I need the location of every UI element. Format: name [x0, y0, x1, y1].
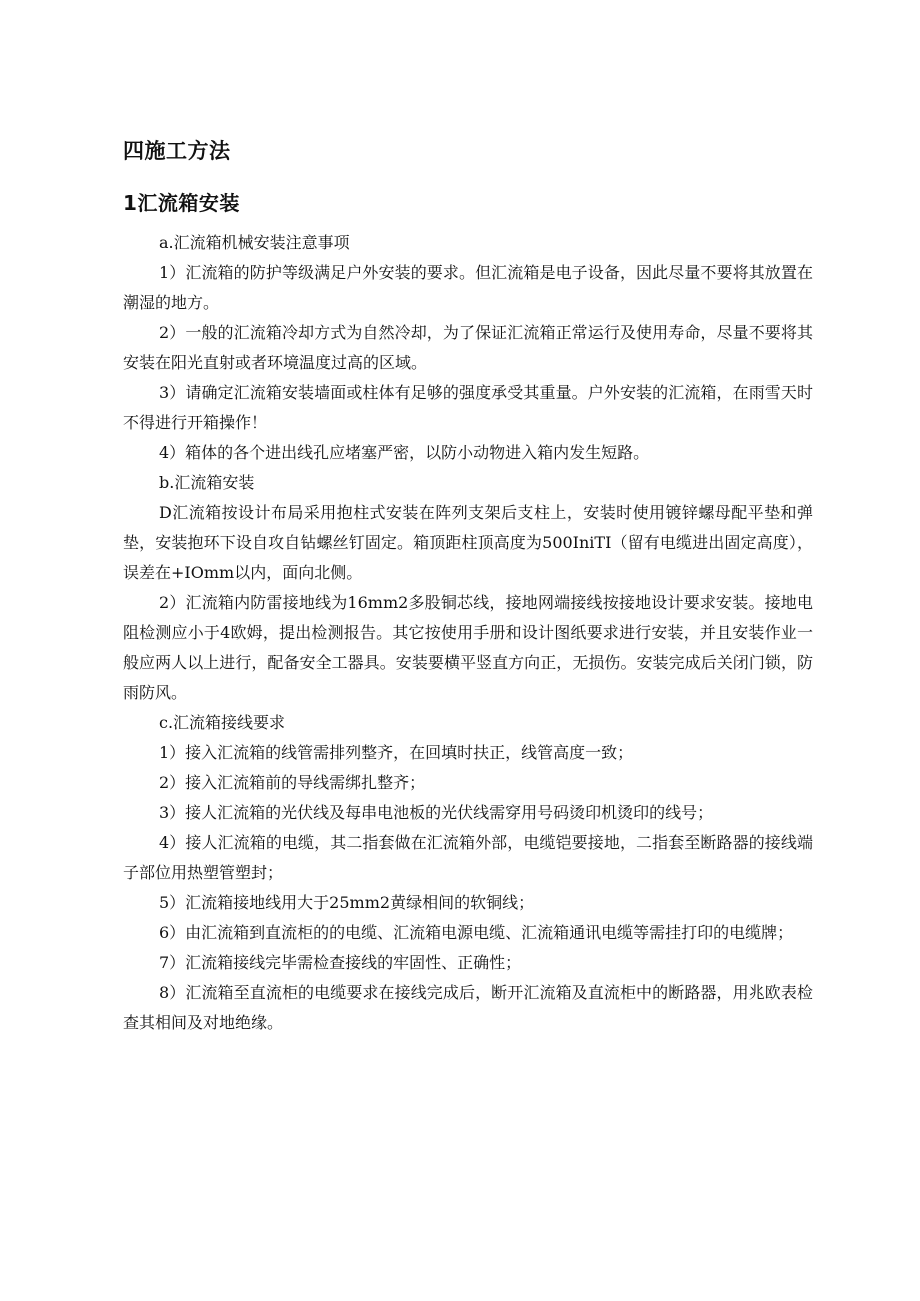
paragraph-c1: 1）接入汇流箱的线管需排列整齐，在回填时扶正，线管高度一致；	[159, 743, 634, 762]
paragraph-c2: 2）接入汇流箱前的导线需绑扎整齐；	[159, 773, 426, 792]
paragraph-b1: D汇流箱按设计布局采用抱柱式安装在阵列支架后支柱上，安装时使用镀锌螺母配平垫和弹垫，安装抱环下设自攻自钻螺丝钉固定。箱顶距柱顶高度为500IniTI（留有电缆进出固定高度），误差在+IOmm以内，面向北侧。	[123, 503, 813, 582]
paragraph-c3: 3）接人汇流箱的光伏线及每串电池板的光伏线需穿用号码烫印机烫印的线号；	[159, 803, 714, 822]
paragraph-b2: 2）汇流箱内防雷接地线为16mm2多股铜芯线，接地网端接线按接地设计要求安装。接地电阻检测应小于4欧姆，提出检测报告。其它按使用手册和设计图纸要求进行安装，并且安装作业一般应两人以上进行，配备安全工器具。安装要横平竖直方向正，无损伤。安装完成后关闭门锁，防雨防风。	[123, 593, 813, 702]
paragraph-a2: 2）一般的汇流箱冷却方式为自然冷却，为了保证汇流箱正常运行及使用寿命，尽量不要将其安装在阳光直射或者环境温度过高的区域。	[123, 323, 813, 372]
sub-heading-c: c.汇流箱接线要求	[159, 713, 286, 732]
paragraph-c6: 6）由汇流箱到直流柜的的电缆、汇流箱电源电缆、汇流箱通讯电缆等需挂打印的电缆牌；	[159, 923, 794, 942]
paragraph-c4: 4）接人汇流箱的电缆，其二指套做在汇流箱外部，电缆铠要接地，二指套至断路器的接线端子部位用热塑管塑封；	[123, 833, 813, 882]
paragraph-a1: 1）汇流箱的防护等级满足户外安装的要求。但汇流箱是电子设备，因此尽量不要将其放置在潮湿的地方。	[123, 263, 813, 312]
paragraph-c5: 5）汇流箱接地线用大于25mm2黄绿相间的软铜线；	[159, 893, 535, 912]
paragraph-c7: 7）汇流箱接线完毕需检查接线的牢固性、正确性；	[159, 953, 522, 972]
subsection-title: 1汇流箱安装	[123, 191, 240, 215]
sub-heading-b: b.汇流箱安装	[159, 473, 255, 492]
paragraph-a4: 4）箱体的各个进出线孔应堵塞严密，以防小动物进入箱内发生短路。	[159, 443, 650, 462]
document-body	[123, 130, 813, 1038]
sub-heading-a: a.汇流箱机械安装注意事项	[159, 233, 350, 252]
paragraph-c8: 8）汇流箱至直流柜的电缆要求在接线完成后，断开汇流箱及直流柜中的断路器，用兆欧表检查其相间及对地绝缘。	[123, 983, 813, 1032]
section-title: 四施工方法	[123, 139, 231, 163]
paragraph-a3: 3）请确定汇流箱安装墙面或柱体有足够的强度承受其重量。户外安装的汇流箱，在雨雪天时不得进行开箱操作！	[123, 383, 813, 432]
